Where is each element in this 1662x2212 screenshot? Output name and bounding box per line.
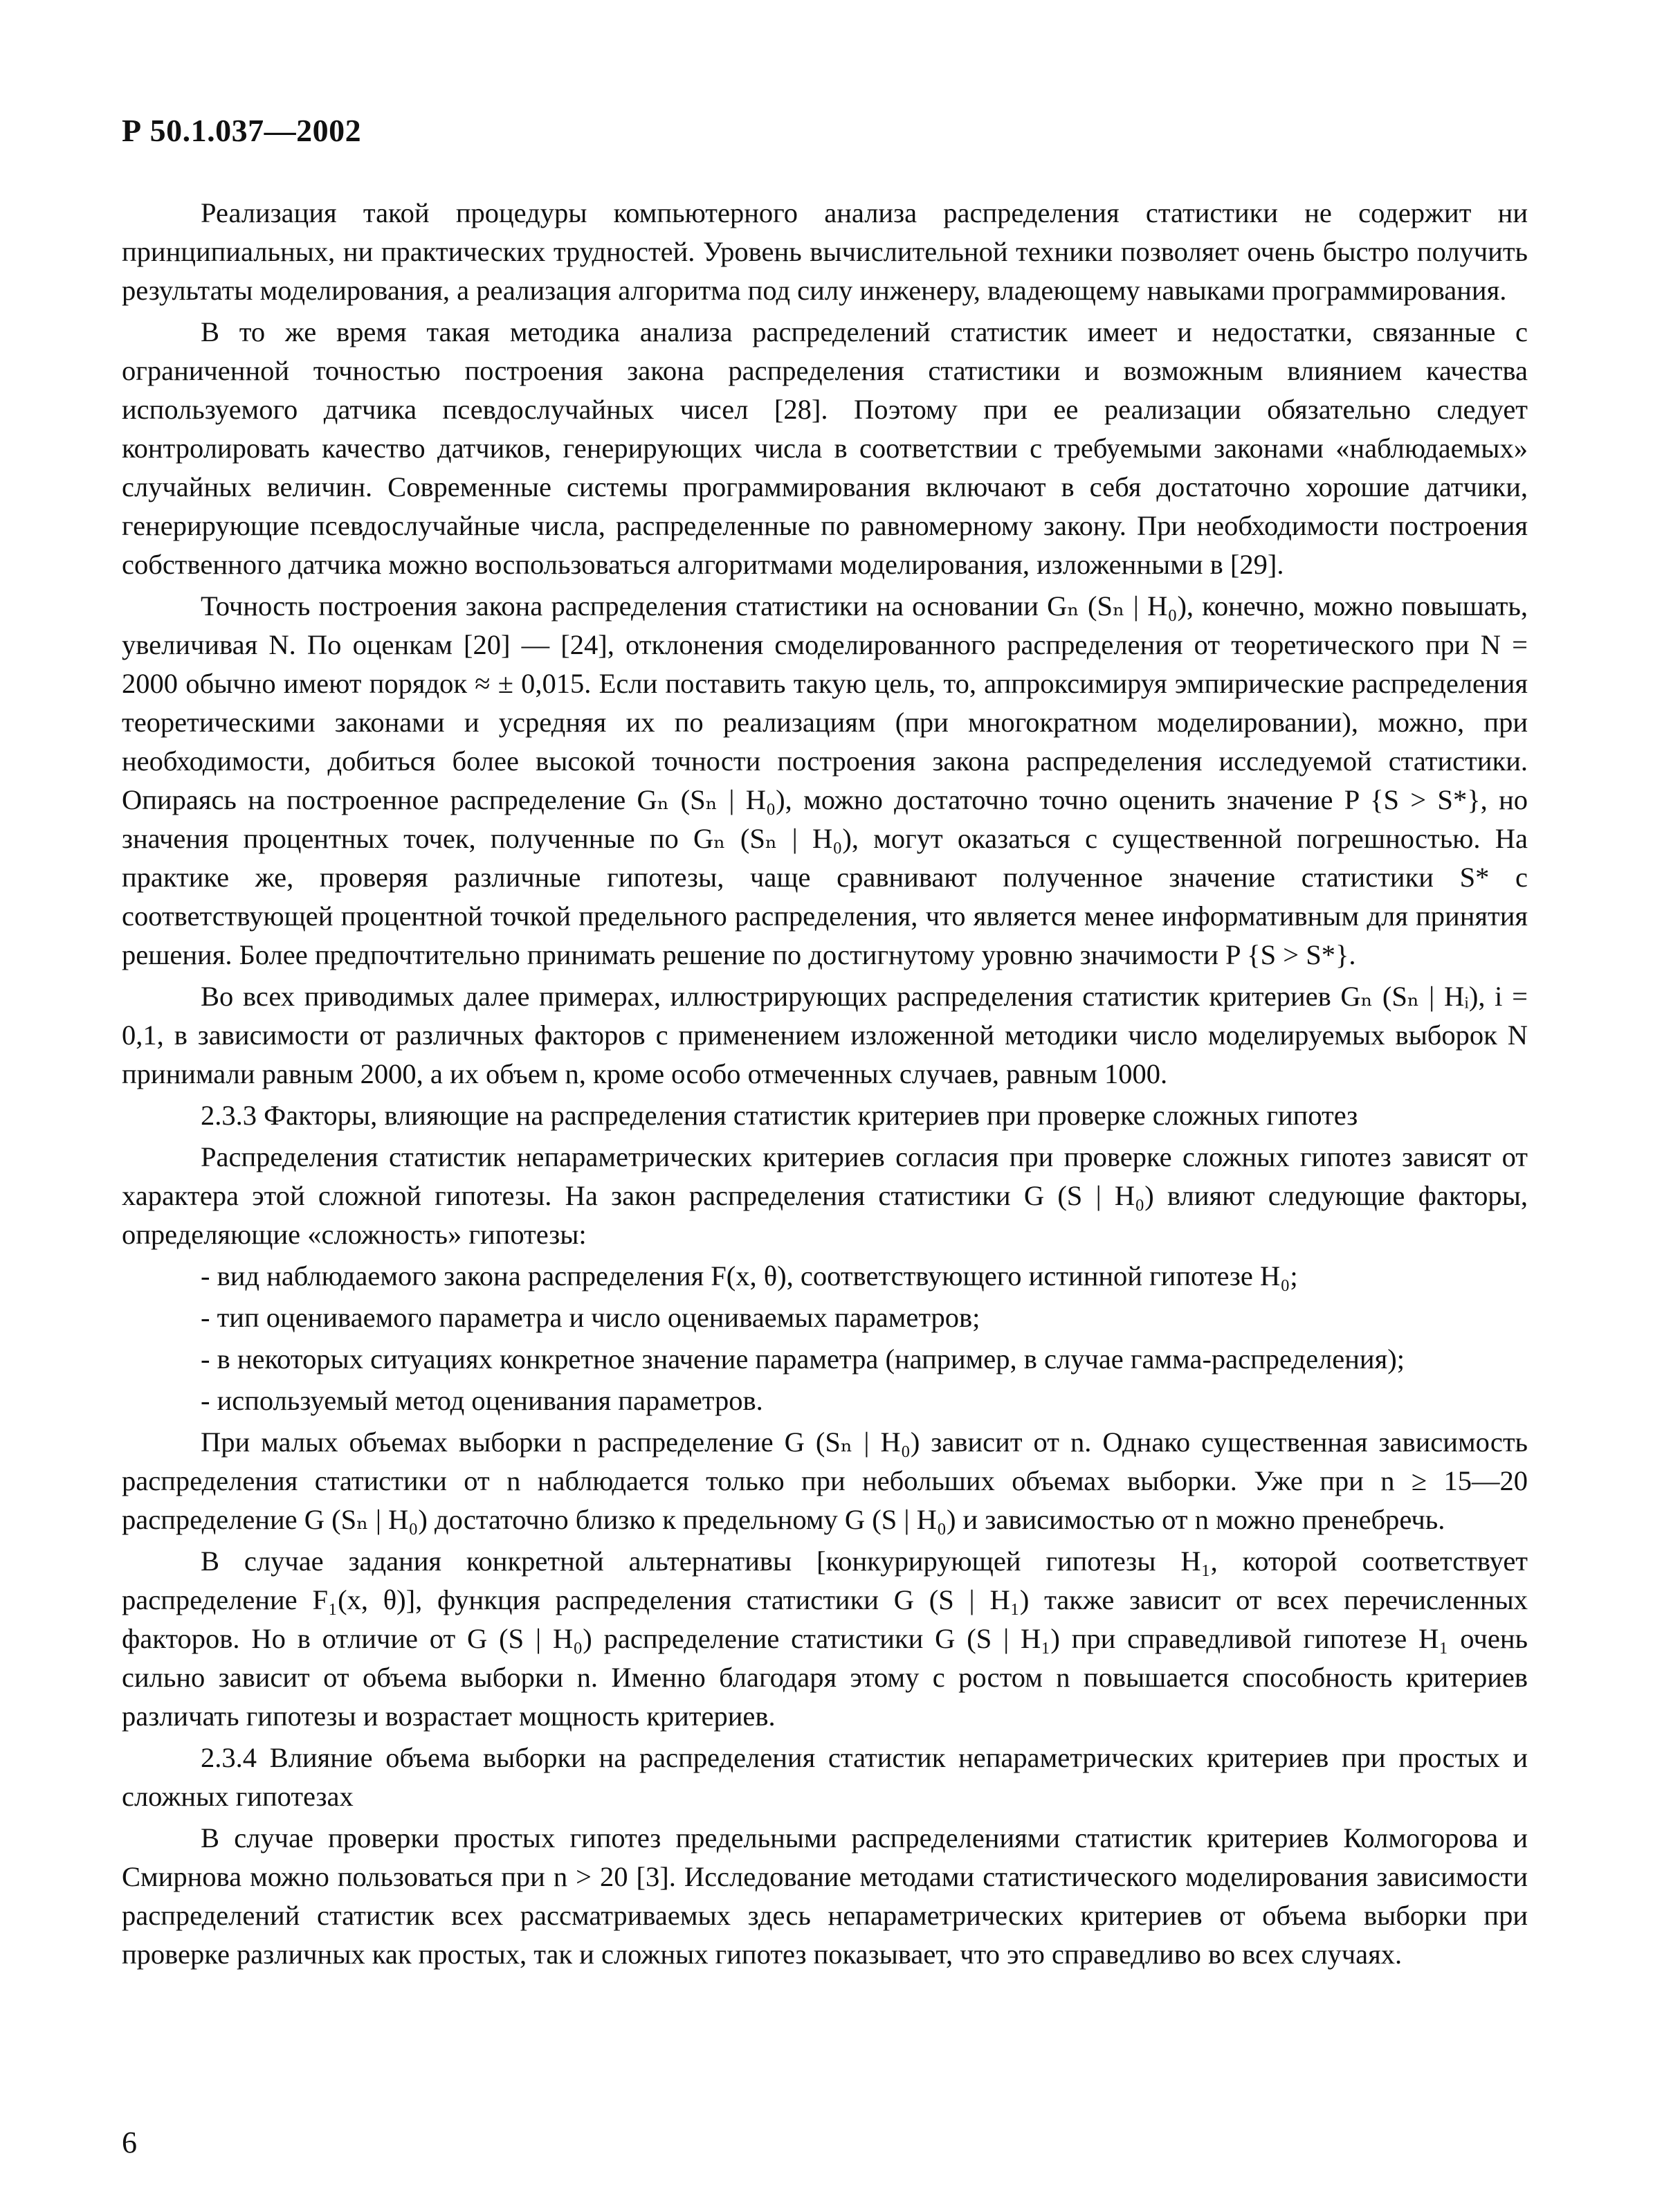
paragraph-5: Распределения статистик непараметрических критериев согласия при проверке сложных гипотез зависят от характера этой сложной гипотезы. На закон распределения статистики G (S | H₀) влияют следующие факторы, определяющие «сложность» гипотезы: (122, 1141, 1528, 1250)
list-item: - используемый метод оценивания параметров. (201, 1385, 763, 1416)
paragraph-4: Во всех приводимых далее примерах, иллюстрирующих распределения статистик критериев Gₙ (Sₙ | Hᵢ), i = 0,1, в зависимости от различных факторов с применением изложенной методики число моделируемых выборок N принимали равным 2000, а их объем n, кроме особо отмеченных случаев, равным 1000. (122, 981, 1528, 1089)
list-item: - тип оцениваемого параметра и число оцениваемых параметров; (201, 1302, 980, 1333)
document-header: Р 50.1.037—2002 (122, 113, 362, 148)
list-item: - вид наблюдаемого закона распределения F(x, θ), соответствующего истинной гипотезе H₀; (201, 1260, 1298, 1291)
paragraph-7: В случае задания конкретной альтернативы [конкурирующей гипотезы H₁, которой соответствует распределение F₁(x, θ)], функция распределения статистики G (S | H₁) также зависит от всех перечисленных факторов. Но в отличие от G (S | H₀) распределение статистики G (S | H₁) при справедливой гипотезе H₁ очень сильно зависит от объема выборки n. Именно благодаря этому с ростом n повышается способность критериев различать гипотезы и возрастает мощность критериев. (122, 1545, 1528, 1732)
document-body (122, 194, 1528, 1977)
section-heading-2-3-4: 2.3.4 Влияние объема выборки на распределения статистик непараметрических критериев при простых и сложных гипотезах (122, 1742, 1528, 1812)
list-item: - в некоторых ситуациях конкретное значение параметра (например, в случае гамма-распределения); (201, 1343, 1405, 1375)
paragraph-8: В случае проверки простых гипотез предельными распределениями статистик критериев Колмогорова и Смирнова можно пользоваться при n > 20 [3]. Исследование методами статистического моделирования зависимости распределений статистик всех рассматриваемых здесь непараметрических критериев от объема выборки при проверке различных как простых, так и сложных гипотез показывает, что это справедливо во всех случаях. (122, 1822, 1528, 1970)
paragraph-6: При малых объемах выборки n распределение G (Sₙ | H₀) зависит от n. Однако существенная зависимость распределения статистики от n наблюдается только при небольших объемах выборки. Уже при n ≥ 15—20 распределение G (Sₙ | H₀) достаточно близко к предельному G (S | H₀) и зависимостью от n можно пренебречь. (122, 1426, 1528, 1535)
paragraph-1: Реализация такой процедуры компьютерного анализа распределения статистики не содержит ни принципиальных, ни практических трудностей. Уровень вычислительной техники позволяет очень быстро получить результаты моделирования, а реализация алгоритма под силу инженеру, владеющему навыками программирования. (122, 197, 1528, 306)
page-number: 6 (122, 2125, 137, 2159)
section-heading-2-3-3: 2.3.3 Факторы, влияющие на распределения статистик критериев при проверке сложных гипотез (201, 1100, 1358, 1131)
paragraph-3: Точность построения закона распределения статистики на основании Gₙ (Sₙ | H₀), конечно, можно повышать, увеличивая N. По оценкам [20] — [24], отклонения смоделированного распределения от теоретического при N = 2000 обычно имеют порядок ≈ ± 0,015. Если поставить такую цель, то, аппроксимируя эмпирические распределения теоретическими законами и усредняя их по реализациям (при многократном моделировании), можно, при необходимости, добиться более высокой точности построения закона распределения исследуемой статистики. Опираясь на построенное распределение Gₙ (Sₙ | H₀), можно достаточно точно оценить значение P {S > S*}, но значения процентных точек, полученные по Gₙ (Sₙ | H₀), могут оказаться с существенной погрешностью. На практике же, проверяя различные гипотезы, чаще сравнивают полученное значение статистики S* с соответствующей процентной точкой предельного распределения, что является менее информативным для принятия решения. Более предпочтительно принимать решение по достигнутому уровню значимости P {S > S*}. (122, 590, 1528, 970)
paragraph-2: В то же время такая методика анализа распределений статистик имеет и недостатки, связанные с ограниченной точностью построения закона распределения статистики и возможным влиянием качества используемого датчика псевдослучайных чисел [28]. Поэтому при ее реализации обязательно следует контролировать качество датчиков, генерирующих числа в соответствии с требуемыми законами «наблюдаемых» случайных величин. Современные системы программирования включают в себя достаточно хорошие датчики, генерирующие псевдослучайные числа, распределенные по равномерному закону. При необходимости построения собственного датчика можно воспользоваться алгоритмами моделирования, изложенными в [29]. (122, 316, 1528, 580)
